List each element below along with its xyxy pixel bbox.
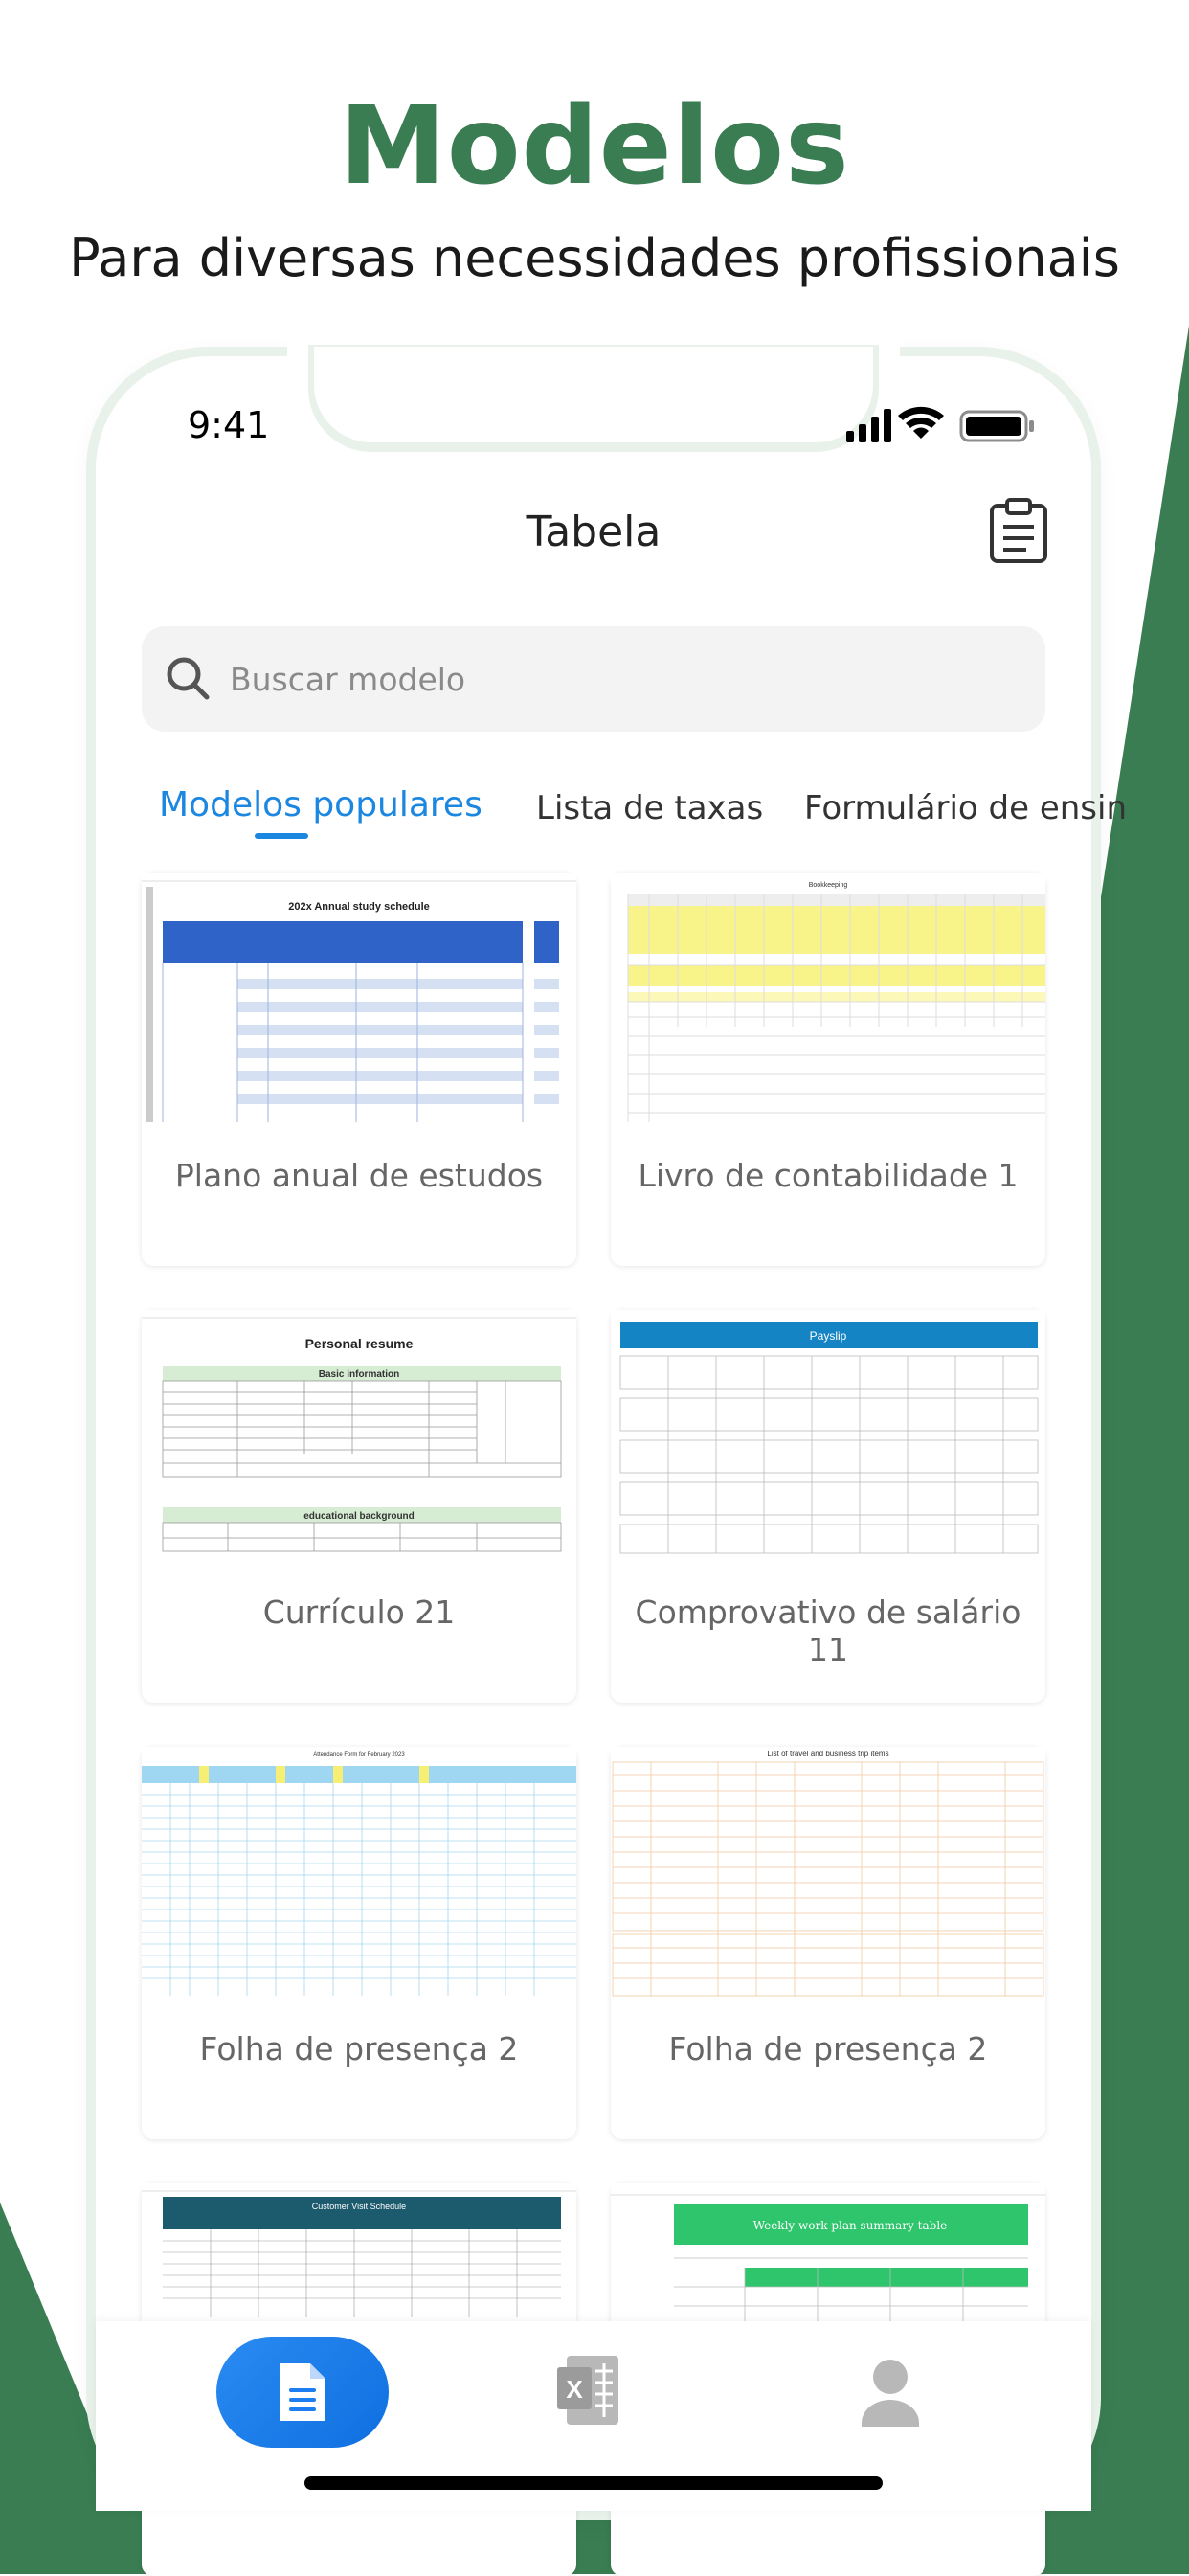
clipboard-icon[interactable] bbox=[988, 498, 1049, 565]
template-label: Folha de presença 2 bbox=[668, 2030, 988, 2068]
template-label: Livro de contabilidade 1 bbox=[638, 1157, 1019, 1194]
status-icons bbox=[846, 406, 1047, 444]
home-indicator bbox=[304, 2476, 883, 2490]
template-card[interactable] bbox=[611, 1747, 1045, 2139]
profile-icon[interactable] bbox=[852, 2350, 929, 2436]
template-label: Folha de presença 2 bbox=[199, 2030, 519, 2068]
battery-icon bbox=[961, 412, 1034, 441]
signal-icon bbox=[846, 409, 891, 442]
tab-modelos-populares[interactable]: Modelos populares bbox=[159, 785, 482, 825]
template-thumbnail bbox=[611, 1310, 1045, 1559]
template-label: Currículo 21 bbox=[262, 1593, 456, 1631]
template-label: Comprovativo de salário 11 bbox=[635, 1593, 1021, 1668]
thumb-title: Bookkeeping bbox=[808, 882, 848, 889]
thumb-section: Basic information bbox=[318, 1369, 400, 1380]
template-thumbnail bbox=[142, 1310, 576, 1559]
phone-frame bbox=[96, 356, 1127, 2511]
document-icon bbox=[278, 2361, 327, 2423]
template-card[interactable] bbox=[611, 873, 1045, 1266]
template-card[interactable] bbox=[142, 1747, 576, 2139]
thumb-title: Customer Visit Schedule bbox=[311, 2202, 407, 2211]
nav-documents-button[interactable] bbox=[216, 2337, 389, 2448]
thumb-title: Payslip bbox=[809, 1329, 847, 1343]
template-label: Plano anual de estudos bbox=[174, 1157, 544, 1194]
template-thumbnail bbox=[142, 873, 576, 1122]
thumb-section-2: educational background bbox=[303, 1511, 415, 1522]
tab-formulario-de-ensino[interactable]: Formulário de ensin bbox=[804, 789, 1127, 827]
bottom-nav bbox=[96, 2321, 1091, 2511]
active-tab-indicator bbox=[255, 833, 308, 839]
thumb-title: Weekly work plan summary table bbox=[752, 2219, 948, 2232]
template-thumbnail bbox=[611, 873, 1045, 1122]
promo-title: Modelos bbox=[339, 84, 850, 209]
status-time: 9:41 bbox=[188, 404, 270, 446]
search-input[interactable] bbox=[230, 653, 1015, 705]
thumb-title: Attendance Form for February 2023 bbox=[313, 1752, 405, 1758]
search-bar[interactable] bbox=[142, 626, 1045, 732]
template-card[interactable] bbox=[142, 873, 576, 1266]
page-title: Tabela bbox=[526, 508, 662, 556]
template-card[interactable] bbox=[611, 1310, 1045, 1703]
thumb-title: List of travel and business trip items bbox=[767, 1750, 889, 1758]
thumb-title: Personal resume bbox=[304, 1336, 414, 1351]
category-tabs bbox=[142, 778, 1127, 854]
promo-subtitle: Para diversas necessidades profissionais bbox=[69, 228, 1120, 288]
wifi-icon bbox=[898, 407, 944, 439]
spreadsheet-icon[interactable] bbox=[553, 2350, 630, 2436]
tab-lista-de-taxas[interactable]: Lista de taxas bbox=[536, 789, 764, 827]
search-icon bbox=[165, 655, 213, 703]
svg-text:X: X bbox=[566, 2375, 583, 2404]
thumb-title: 202x Annual study schedule bbox=[288, 901, 430, 913]
phone-notch bbox=[314, 347, 873, 442]
template-thumbnail bbox=[142, 1747, 576, 1996]
template-thumbnail bbox=[611, 1747, 1045, 1996]
template-card[interactable] bbox=[142, 1310, 576, 1703]
